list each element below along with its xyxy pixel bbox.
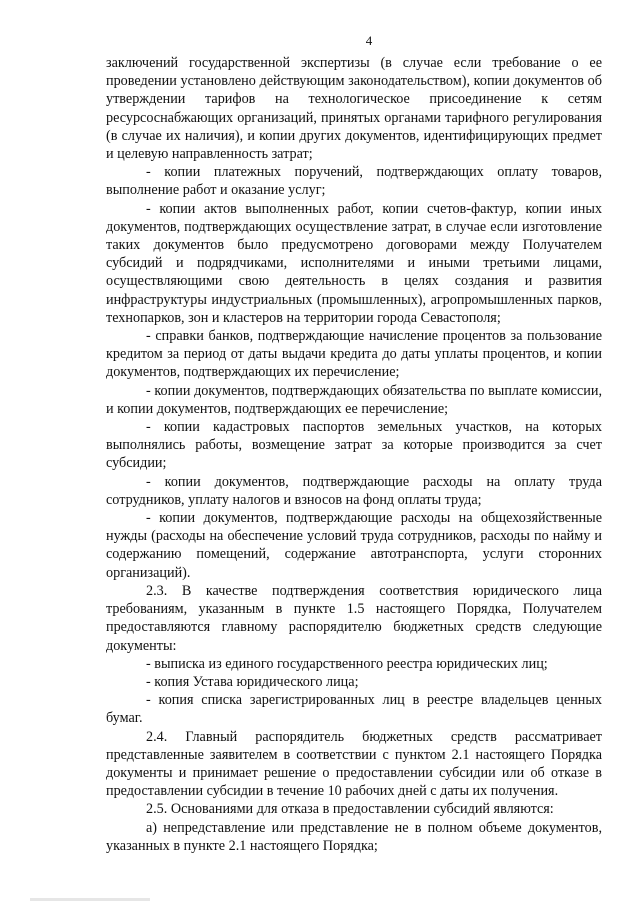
paragraph: - справки банков, подтверждающие начисление процентов за пользование кредитом за период от даты выдачи кредита до даты уплаты процентов, и копии документов, подтверждающих их перечисление; <box>106 328 602 381</box>
paragraph: - копии платежных поручений, подтверждающих оплату товаров, выполнение работ и оказание услуг; <box>106 164 602 199</box>
paragraph: а) непредставление или представление не в полном объеме документов, указанных в пункте 2.1 настоящего Порядка; <box>106 819 602 854</box>
paragraph: - копии документов, подтверждающих обязательства по выплате комиссии, и копии документов, подтверждающих ее перечисление; <box>106 382 602 417</box>
footer-mark <box>30 898 150 901</box>
paragraph: 2.3. В качестве подтверждения соответствия юридического лица требованиям, указанным в пункте 1.5 настоящего Порядка, Получателем предоставляются главному распорядителю бюджетных средств следующие документы: <box>106 582 602 654</box>
document-body <box>106 54 602 855</box>
paragraph: - копии кадастровых паспортов земельных участков, на которых выполнялись работы, возмещение затрат за которые производится за счет субсидии; <box>106 419 602 472</box>
page-number: 4 <box>365 33 373 48</box>
paragraph: - копия Устава юридического лица; <box>146 673 359 690</box>
paragraph: - копия списка зарегистрированных лиц в реестре владельцев ценных бумаг. <box>106 692 602 727</box>
paragraph: 2.4. Главный распорядитель бюджетных средств рассматривает представленные заявителем в соответствии с пунктом 2.1 настоящего Порядка документы и принимает решение о предоставлении субсидии или об отказе в предоставлении субсидии в течение 10 рабочих дней с даты их получения. <box>106 728 602 800</box>
paragraph: заключений государственной экспертизы (в случае если требование о ее проведении установлено действующим законодательством), копии документов об утверждении тарифов на технологическое присоединение к сетям ресурсоснабжающих организаций, принятых органами тарифного регулирования (в случае их наличия), и копии других документов, идентифицирующих предмет и целевую направленность затрат; <box>106 55 602 163</box>
paragraph: - копии документов, подтверждающие расходы на общехозяйственные нужды (расходы на обеспечение условий труда сотрудников, расходы по найму и содержанию помещений, содержание автотранспорта, услуги сторонних организаций). <box>106 510 602 581</box>
paragraph: 2.5. Основаниями для отказа в предоставлении субсидий являются: <box>146 801 554 818</box>
paragraph: - выписка из единого государственного реестра юридических лиц; <box>146 655 548 672</box>
paragraph: - копии документов, подтверждающие расходы на оплату труда сотрудников, уплату налогов и взносов на фонд оплаты труда; <box>106 473 602 508</box>
paragraph: - копии актов выполненных работ, копии счетов-фактур, копии иных документов, подтверждающих осуществление затрат, в случае если изготовление таких документов было предусмотрено договорами между Получателем субсидий и подрядчиками, исполнителями и иными третьими лицами, осуществляющими свою деятельность в целях создания и развития инфраструктуры индустриальных (промышленных), агропромышленных парков, технопарков, зон и кластеров на территории города Севастополя; <box>106 200 602 326</box>
